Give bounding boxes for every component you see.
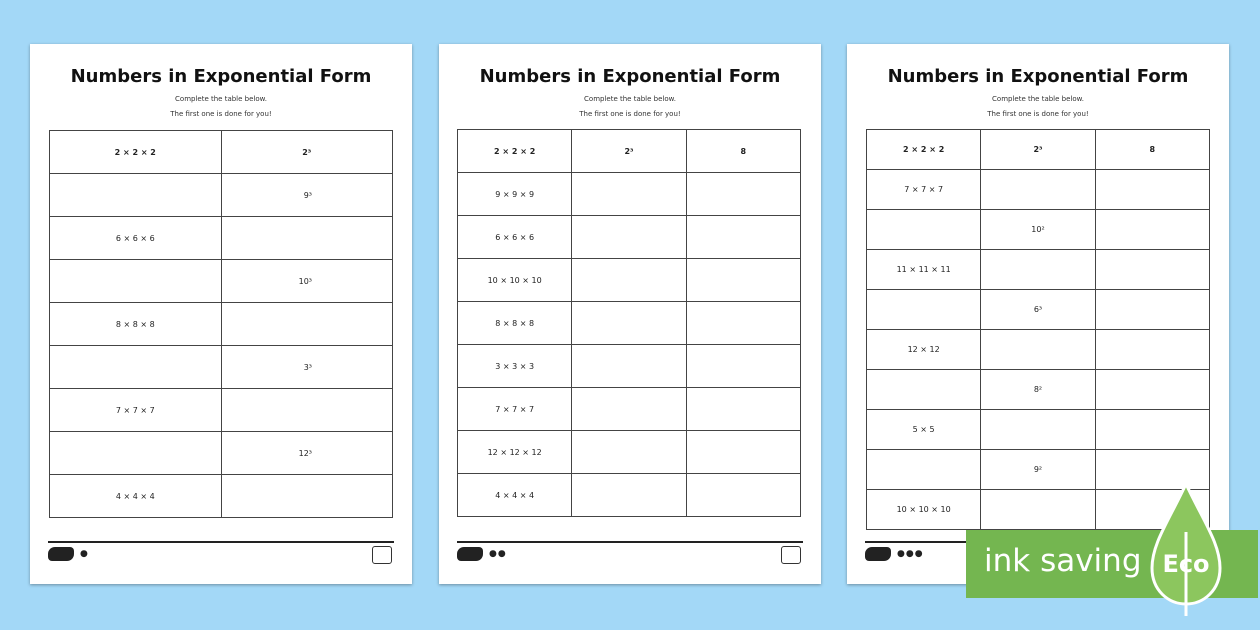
expanded-cell[interactable] — [50, 260, 222, 303]
table-header-row — [50, 131, 393, 174]
expanded-cell[interactable]: 4 × 4 × 4 — [50, 475, 222, 518]
expanded-cell[interactable] — [867, 370, 981, 410]
exponent-cell[interactable]: 10² — [981, 210, 1095, 250]
table-row — [867, 250, 1210, 290]
expanded-cell[interactable]: 3 × 3 × 3 — [458, 345, 572, 388]
expanded-cell[interactable]: 8 × 8 × 8 — [458, 302, 572, 345]
footer-rule — [48, 541, 394, 543]
value-cell[interactable]: 8 — [686, 130, 800, 173]
value-cell[interactable] — [686, 259, 800, 302]
value-cell[interactable] — [1095, 290, 1209, 330]
table-row — [867, 210, 1210, 250]
table-row — [50, 260, 393, 303]
value-cell[interactable] — [686, 302, 800, 345]
brand-logo-icon — [48, 547, 74, 561]
expanded-cell[interactable]: 6 × 6 × 6 — [50, 217, 222, 260]
worksheet-title: Numbers in Exponential Form — [887, 66, 1189, 87]
exponent-cell[interactable] — [572, 216, 686, 259]
value-cell[interactable] — [1095, 370, 1209, 410]
table-row — [867, 370, 1210, 410]
value-cell[interactable] — [686, 345, 800, 388]
expanded-cell[interactable]: 5 × 5 — [867, 410, 981, 450]
expanded-cell[interactable]: 12 × 12 — [867, 330, 981, 370]
expanded-cell[interactable]: 2 × 2 × 2 — [458, 130, 572, 173]
worksheet-instruction: Complete the table below. — [992, 95, 1084, 103]
exponent-cell[interactable] — [572, 302, 686, 345]
expanded-cell[interactable]: 12 × 12 × 12 — [458, 431, 572, 474]
table-row — [458, 345, 801, 388]
value-cell[interactable] — [686, 388, 800, 431]
table-row — [867, 330, 1210, 370]
exponent-cell[interactable] — [981, 410, 1095, 450]
expanded-cell[interactable] — [50, 174, 222, 217]
difficulty-dots: ●●● — [897, 549, 924, 559]
exponent-cell[interactable] — [572, 345, 686, 388]
table-row — [867, 290, 1210, 330]
expanded-cell[interactable] — [50, 432, 222, 475]
value-cell[interactable] — [1095, 170, 1209, 210]
value-cell[interactable] — [686, 431, 800, 474]
value-cell[interactable] — [686, 173, 800, 216]
exponent-cell[interactable] — [981, 330, 1095, 370]
exponent-cell[interactable]: 2³ — [981, 130, 1095, 170]
worksheet-example-note: The first one is done for you! — [579, 110, 681, 118]
expanded-cell[interactable]: 2 × 2 × 2 — [867, 130, 981, 170]
table-row — [867, 170, 1210, 210]
exponent-cell[interactable]: 12³ — [221, 432, 393, 475]
worksheet-example-note: The first one is done for you! — [170, 110, 272, 118]
exponent-cell[interactable] — [572, 474, 686, 517]
eco-leaf-icon — [1148, 482, 1224, 618]
table-row — [458, 216, 801, 259]
difficulty-dots: ● — [80, 549, 89, 559]
exponent-cell[interactable]: 10³ — [221, 260, 393, 303]
exponent-cell[interactable]: 3³ — [221, 346, 393, 389]
value-cell[interactable] — [1095, 250, 1209, 290]
exponent-cell[interactable]: 9² — [981, 450, 1095, 490]
exponent-cell[interactable]: 9³ — [221, 174, 393, 217]
difficulty-dots: ●● — [489, 549, 507, 559]
brand-logo-icon — [457, 547, 483, 561]
table-row — [458, 388, 801, 431]
worksheet-example-note: The first one is done for you! — [987, 110, 1089, 118]
table-row — [458, 173, 801, 216]
exponent-table — [457, 129, 801, 517]
table-header-row — [458, 130, 801, 173]
expanded-cell[interactable]: 10 × 10 × 10 — [458, 259, 572, 302]
exponent-cell[interactable]: 2³ — [572, 130, 686, 173]
exponent-cell[interactable] — [572, 388, 686, 431]
expanded-cell[interactable] — [50, 346, 222, 389]
value-cell[interactable] — [1095, 410, 1209, 450]
exponent-cell[interactable] — [221, 303, 393, 346]
value-cell[interactable] — [686, 474, 800, 517]
expanded-cell[interactable]: 7 × 7 × 7 — [867, 170, 981, 210]
table-row — [867, 410, 1210, 450]
footer-rule — [457, 541, 803, 543]
expanded-cell[interactable]: 9 × 9 × 9 — [458, 173, 572, 216]
brand-logo-icon — [865, 547, 891, 561]
exponent-cell[interactable] — [221, 475, 393, 518]
exponent-cell[interactable] — [981, 250, 1095, 290]
expanded-cell[interactable] — [867, 450, 981, 490]
exponent-table — [49, 130, 393, 518]
table-row — [50, 432, 393, 475]
feedback-envelope-icon — [372, 546, 392, 564]
exponent-table — [866, 129, 1210, 530]
exponent-cell[interactable] — [221, 389, 393, 432]
table-row — [458, 302, 801, 345]
expanded-cell[interactable]: 4 × 4 × 4 — [458, 474, 572, 517]
expanded-cell[interactable]: 7 × 7 × 7 — [458, 388, 572, 431]
value-cell[interactable]: 8 — [1095, 130, 1209, 170]
expanded-cell[interactable]: 6 × 6 × 6 — [458, 216, 572, 259]
table-row — [50, 303, 393, 346]
worksheet-title: Numbers in Exponential Form — [70, 66, 372, 87]
exponent-cell[interactable] — [981, 490, 1095, 530]
expanded-cell[interactable]: 11 × 11 × 11 — [867, 250, 981, 290]
expanded-cell[interactable]: 2 × 2 × 2 — [50, 131, 222, 174]
table-row — [458, 474, 801, 517]
table-header-row — [867, 130, 1210, 170]
worksheet-instruction: Complete the table below. — [584, 95, 676, 103]
table-row — [458, 431, 801, 474]
expanded-cell[interactable]: 10 × 10 × 10 — [867, 490, 981, 530]
table-row — [50, 475, 393, 518]
table-row — [50, 174, 393, 217]
exponent-cell[interactable]: 2³ — [221, 131, 393, 174]
value-cell[interactable] — [1095, 210, 1209, 250]
table-row — [50, 389, 393, 432]
table-row — [458, 259, 801, 302]
exponent-cell[interactable] — [572, 259, 686, 302]
exponent-cell[interactable] — [572, 173, 686, 216]
worksheet-title: Numbers in Exponential Form — [479, 66, 781, 87]
worksheet-2 — [439, 44, 821, 584]
value-cell[interactable] — [686, 216, 800, 259]
table-row — [50, 217, 393, 260]
expanded-cell[interactable] — [867, 210, 981, 250]
exponent-cell[interactable] — [981, 170, 1095, 210]
feedback-envelope-icon — [781, 546, 801, 564]
exponent-cell[interactable]: 6³ — [981, 290, 1095, 330]
worksheet-instruction: Complete the table below. — [175, 95, 267, 103]
ink-saving-label: ink saving — [984, 543, 1142, 579]
expanded-cell[interactable]: 7 × 7 × 7 — [50, 389, 222, 432]
value-cell[interactable] — [1095, 330, 1209, 370]
expanded-cell[interactable] — [867, 290, 981, 330]
expanded-cell[interactable]: 8 × 8 × 8 — [50, 303, 222, 346]
table-row — [50, 346, 393, 389]
exponent-cell[interactable] — [221, 217, 393, 260]
exponent-cell[interactable] — [572, 431, 686, 474]
worksheet-1 — [30, 44, 412, 584]
eco-label: Eco — [1162, 550, 1210, 578]
exponent-cell[interactable]: 8² — [981, 370, 1095, 410]
